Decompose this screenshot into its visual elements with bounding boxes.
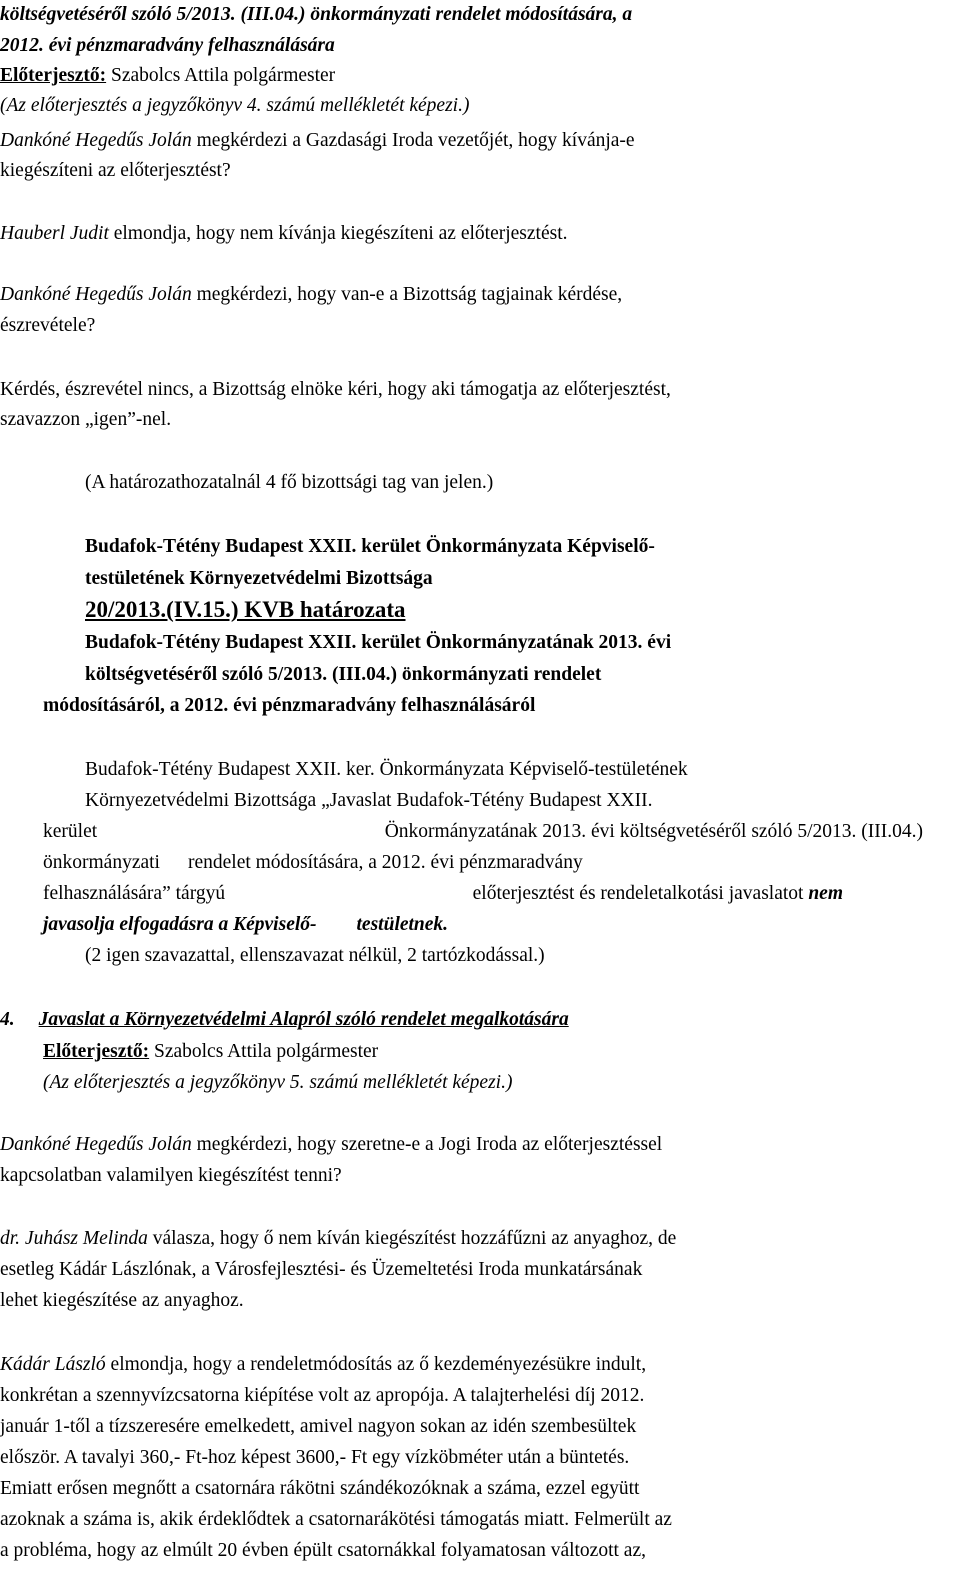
speaker-name: Dankóné Hegedűs Jolán — [0, 130, 192, 151]
para3-line-1: Dankóné Hegedűs Jolán megkérdezi, hogy van-e a Bizottság tagjainak kérdése, — [0, 284, 623, 305]
para3-line-2: észrevétele? — [0, 315, 96, 336]
para4-line-2: szavazzon „igen”-nel. — [0, 409, 172, 430]
resolution-text-line-2: Környezetvédelmi Bizottsága „Javaslat Budafok-Tétény Budapest XXII. — [85, 790, 653, 811]
emphasis-nem: nem — [808, 883, 843, 904]
resolution-text-line-4: önkormányzati rendelet módosítására, a 2012. évi pénzmaradvány — [43, 852, 583, 873]
para7-line-3: január 1-től a tízszeresére emelkedett, amivel nagyon sokan az idén szembesültek — [0, 1416, 637, 1437]
resolution-body-line-1: Budafok-Tétény Budapest XXII. kerület Önkormányzata Képviselő- — [85, 536, 655, 557]
annex-note: (Az előterjesztés a jegyzőkönyv 4. számú mellékletét képezi.) — [0, 95, 470, 116]
presenter-line — [0, 61, 335, 91]
resolution-text-line-6: javasolja elfogadásra a Képviselő- testületnek. — [43, 914, 449, 935]
agenda-item-number: 4. — [0, 1009, 15, 1030]
presenter-name: Szabolcs Attila polgármester — [106, 65, 336, 86]
para5-line-1: Dankóné Hegedűs Jolán megkérdezi, hogy szeretne-e a Jogi Iroda az előterjesztéssel — [0, 1134, 663, 1155]
presenter-label: Előterjesztő: — [43, 1041, 150, 1062]
para1-line-2: kiegészíteni az előterjesztést? — [0, 160, 231, 181]
resolution-text-line-3: kerület Önkormányzatának 2013. évi költségvetéséről szóló 5/2013. (III.04.) — [43, 821, 923, 842]
para4-line-1: Kérdés, észrevétel nincs, a Bizottság elnöke kéri, hogy aki támogatja az előterjesztést, — [0, 379, 671, 400]
para7-line-4: először. A tavalyi 360,- Ft-hoz képest 3600,- Ft egy vízköbméter után a büntetés. — [0, 1447, 630, 1468]
speaker-name: Dankóné Hegedűs Jolán — [0, 284, 192, 305]
agenda-title-line-1: költségvetéséről szóló 5/2013. (III.04.) önkormányzati rendelet módosítására, a — [0, 4, 633, 25]
resolution-body-line-2: testületének Környezetvédelmi Bizottsága — [85, 568, 433, 589]
resolution-subject-line-1: Budafok-Tétény Budapest XXII. kerület Önkormányzatának 2013. évi — [85, 632, 672, 653]
para7-line-5: Emiatt erősen megnőtt a csatornára rákötni szándékozóknak a száma, ezzel együtt — [0, 1478, 640, 1499]
para6-line-2: esetleg Kádár Lászlónak, a Városfejlesztési- és Üzemeltetési Iroda munkatársának — [0, 1259, 643, 1280]
para6-line-1: dr. Juhász Melinda válasza, hogy ő nem kíván kiegészítést hozzáfűzni az anyaghoz, de — [0, 1228, 677, 1249]
para5-line-2: kapcsolatban valamilyen kiegészítést tenni? — [0, 1165, 342, 1186]
speaker-name: Kádár László — [0, 1354, 106, 1375]
agenda-item-4-title: 4. Javaslat a Környezetvédelmi Alapról szóló rendelet megalkotására — [0, 1009, 569, 1030]
resolution-text-line-5: felhasználására” tárgyú előterjesztést és rendeletalkotási javaslatot nem — [43, 883, 843, 904]
para7-line-7: a probléma, hogy az elmúlt 20 évben épült csatornákkal folyamatosan változott az, — [0, 1540, 646, 1561]
resolution-subject-line-2: költségvetéséről szóló 5/2013. (III.04.) önkormányzati rendelet — [85, 664, 602, 685]
speaker-name: dr. Juhász Melinda — [0, 1228, 148, 1249]
para1-line-1: Dankóné Hegedűs Jolán megkérdezi a Gazdasági Iroda vezetőjét, hogy kívánja-e — [0, 130, 635, 151]
para2-line-1: Hauberl Judit elmondja, hogy nem kívánja kiegészíteni az előterjesztést. — [0, 223, 568, 244]
para7-line-2: konkrétan a szennyvízcsatorna kiépítése volt az apropója. A talajterhelési díj 2012. — [0, 1385, 645, 1406]
presenter-name: Szabolcs Attila polgármester — [149, 1041, 379, 1062]
speaker-name: Hauberl Judit — [0, 223, 109, 244]
item4-presenter-line — [43, 1037, 378, 1067]
resolution-text-line-1: Budafok-Tétény Budapest XXII. ker. Önkormányzata Képviselő-testületének — [85, 759, 688, 780]
resolution-subject-line-3: módosításáról, a 2012. évi pénzmaradvány felhasználásáról — [43, 695, 536, 716]
presenter-label: Előterjesztő: — [0, 65, 107, 86]
agenda-title-line-2: 2012. évi pénzmaradvány felhasználására — [0, 35, 335, 56]
para7-line-6: azoknak a száma is, akik érdeklődtek a csatornarákötési támogatás miatt. Felmerült az — [0, 1509, 672, 1530]
quorum-note: (A határozathozatalnál 4 fő bizottsági tag van jelen.) — [85, 472, 494, 493]
item4-annex-note: (Az előterjesztés a jegyzőkönyv 5. számú mellékletét képezi.) — [43, 1072, 513, 1093]
para6-line-3: lehet kiegészítése az anyaghoz. — [0, 1290, 244, 1311]
para7-line-1: Kádár László elmondja, hogy a rendeletmódosítás az ő kezdeményezésükre indult, — [0, 1354, 647, 1375]
resolution-number: 20/2013.(IV.15.) KVB határozata — [85, 597, 406, 622]
speaker-name: Dankóné Hegedűs Jolán — [0, 1134, 192, 1155]
resolution-vote: (2 igen szavazattal, ellenszavazat nélkül, 2 tartózkodással.) — [85, 945, 545, 966]
